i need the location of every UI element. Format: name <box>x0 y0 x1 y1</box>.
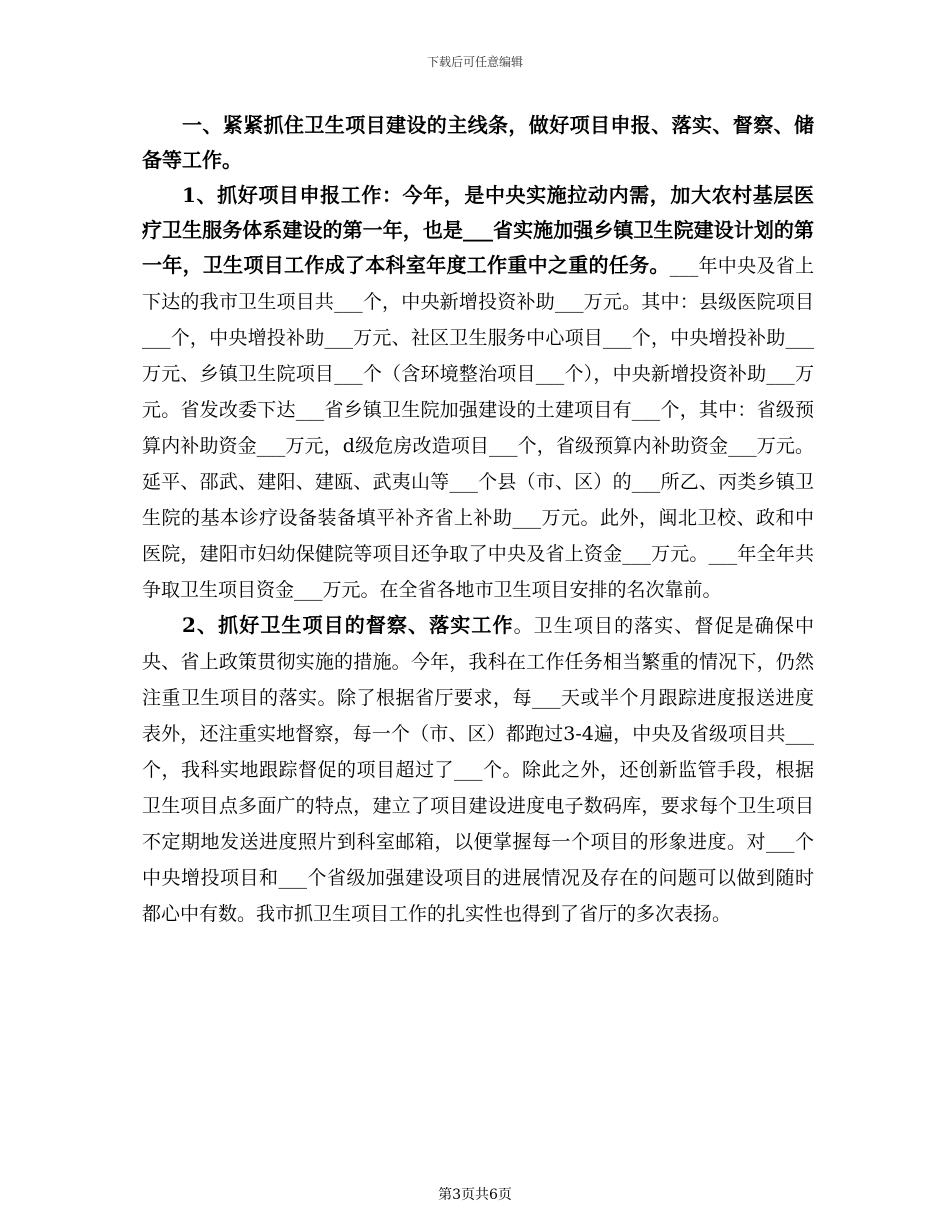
paragraph-project-declaration <box>142 178 814 608</box>
page-number-footer: 第3页共6页 <box>438 1187 512 1203</box>
page-header-note: 下载后可任意编辑 <box>426 55 523 69</box>
document-body <box>142 108 814 932</box>
paragraph-lead-bold: 2、抓好卫生项目的督察、落实工作 <box>182 613 514 637</box>
section-heading: 一、紧紧抓住卫生项目建设的主线条，做好项目申报、落实、督察、储备等工作。 <box>142 113 814 172</box>
paragraph-project-supervision <box>142 608 814 932</box>
paragraph-body-text: 。卫生项目的落实、督促是确保中央、省上政策贯彻实施的措施。今年，我科在工作任务相当繁重的情况下，仍然注重卫生项目的落实。除了根据省厅要求，每___天或半个月跟踪进度报送进度表外，还注重实地督察，每一个（市、区）都跑过3-4遍，中央及省级项目共___个，我科实地跟踪督促的项目超过了___个。除此之外，还创新监管手段，根据卫生项目点多面广的特点，建立了项目建设进度电子数码库，要求每个卫生项目不定期地发送进度照片到科室邮箱，以便掌握每一个项目的形象进度。对___个中央增投项目和___个省级加强建设项目的进展情况及存在的问题可以做到随时都心中有数。我市抓卫生项目工作的扎实性也得到了省厅的多次表扬。 <box>142 615 814 925</box>
paragraph-lead-bold: 1、抓好项目申报工作：今年，是中央实施拉动内需，加大农村基层医疗卫生服务体系建设的第一年，也是___省实施加强乡镇卫生院建设计划的第一年，卫生项目工作成了本科室年度工作重中之重的任务。 <box>142 183 814 277</box>
paragraph-body-text: ___年中央及省上下达的我市卫生项目共___个，中央新增投资补助___万元。其中：县级医院项目___个，中央增投补助___万元、社区卫生服务中心项目___个，中央增投补助___万元、乡镇卫生院项目___个（含环境整治项目___个），中央新增投资补助___万元。省发改委下达___省乡镇卫生院加强建设的土建项目有___个，其中：省级预算内补助资金___万元，d级危房改造项目___个，省级预算内补助资金___万元。延平、邵武、建阳、建瓯、武夷山等___个县（市、区）的___所乙、丙类乡镇卫生院的基本诊疗设备装备填平补齐省上补助___万元。此外，闽北卫校、政和中医院，建阳市妇幼保健院等项目还争取了中央及省上资金___万元。___年全年共争取卫生项目资金___万元。在全省各地市卫生项目安排的名次靠前。 <box>142 255 814 601</box>
